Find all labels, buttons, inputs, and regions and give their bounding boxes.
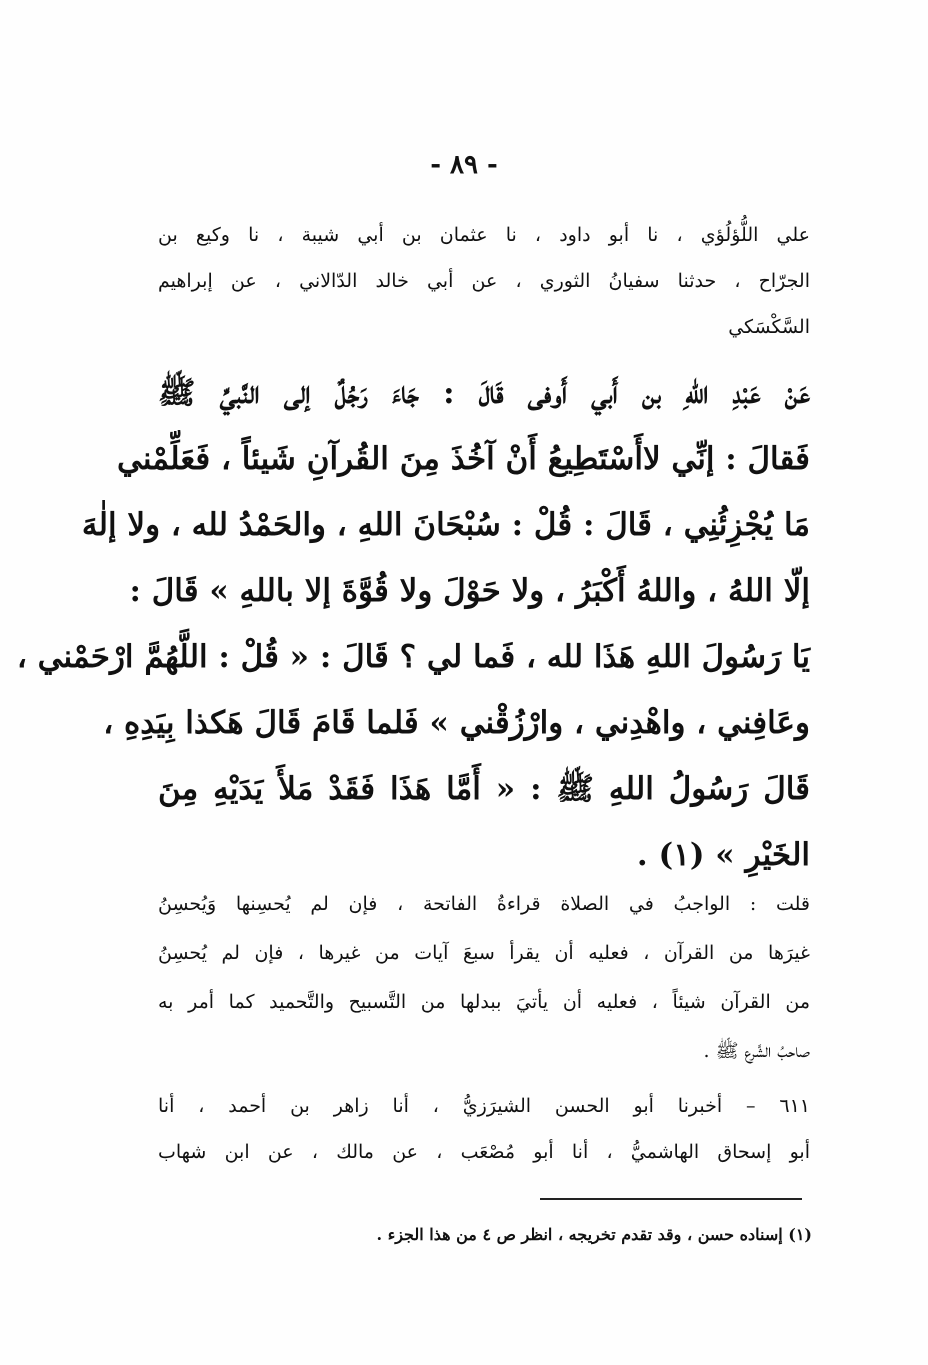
narration-chain-611 bbox=[158, 1083, 810, 1175]
hadith-line-4: إلّا اللهُ ، واللهُ أَكْبَرُ ، ولا حَوْلَ ولا قُوَّةَ إلا باللهِ » قَالَ : bbox=[129, 573, 810, 609]
commentary-line-2: غيرَها من القرآن ، فعليه أن يقرأ سبعَ آيات من غيرها ، فإن لم يُحسِنُ bbox=[158, 942, 810, 964]
commentary-line-1: قلت : الواجبُ في الصلاة قراءةُ الفاتحة ، فإن لم يُحسِنها وَيُحسِنُ bbox=[158, 893, 810, 915]
commentary-line-3: من القرآن شيئاً ، فعليه أن يأتيَ ببدلها من التَّسبيح والتَّحميد كما أمر به bbox=[158, 991, 810, 1013]
hadith-line-3: مَا يُجْزِئُنِي ، قَالَ : قُلْ : سُبْحَانَ اللهِ ، والحَمْدُ لله ، ولا إلٰهَ bbox=[81, 507, 810, 543]
isnad-paragraph bbox=[158, 212, 810, 350]
footnote: (١) إسناده حسن ، وقد تقدم تخريجه ، انظر ص ٤ من هذا الجزء . bbox=[376, 1225, 812, 1244]
hadith-line-7: قَالَ رَسُولُ اللهِ ﷺ : « أَمَّا هَذَا فَقَدْ مَلأَ يَدَيْهِ مِنَ bbox=[158, 771, 810, 807]
footnote-divider bbox=[540, 1198, 802, 1200]
hadith-line-1: عَنْ عَبْدِ اللهِ بن أَبي أَوفى قَالَ : جَاءَ رَجُلٌ إلى النَّبيِّ ﷺ bbox=[158, 375, 810, 411]
commentary-paragraph bbox=[158, 880, 810, 1076]
isnad-line-1: علي اللُّؤلُؤي ، نا أبو داود ، نا عثمان بن أبي شيبة ، نا وكيع بن bbox=[158, 224, 810, 246]
isnad-line-3: السَّكْسَكي bbox=[728, 316, 810, 338]
hadith-line-5: يَا رَسُولَ اللهِ هَذَا لله ، فَما لي ؟ قَالَ : « قُلْ : اللَّهُمَّ ارْحَمْني ، bbox=[16, 639, 810, 675]
hadith-line-8: الخَيْرِ » (١) . bbox=[636, 837, 810, 873]
hadith-line-2: فَقالَ : إنِّي لاأَسْتَطِيعُ أَنْ آخُذَ مِنَ القُرآنِ شَيئاً ، فَعَلِّمْني bbox=[117, 441, 810, 477]
hadith-line-6: وعَافِني ، واهْدِني ، وارْزُقْني » فَلما قَامَ قَالَ هَكذا بِيَدِهِ ، bbox=[103, 705, 810, 741]
page-number: - ٨٩ - bbox=[430, 150, 498, 180]
chain-line-1: ٦١١ – أخبرنا أبو الحسن الشيرَزيُّ ، أنا زاهر بن أحمد ، أنا bbox=[158, 1095, 810, 1117]
isnad-line-2: الجرّاح ، حدثنا سفيانُ الثوري ، عن أبي خالد الدّالاني ، عن إبراهيم bbox=[158, 270, 810, 292]
hadith-text bbox=[16, 360, 810, 888]
chain-line-2: أبو إسحاق الهاشميُّ ، أنا أبو مُصْعَب ، عن مالك ، عن ابن شهاب bbox=[158, 1141, 810, 1163]
commentary-line-4: صاحبُ الشَّرع ﷺ . bbox=[703, 1040, 810, 1062]
